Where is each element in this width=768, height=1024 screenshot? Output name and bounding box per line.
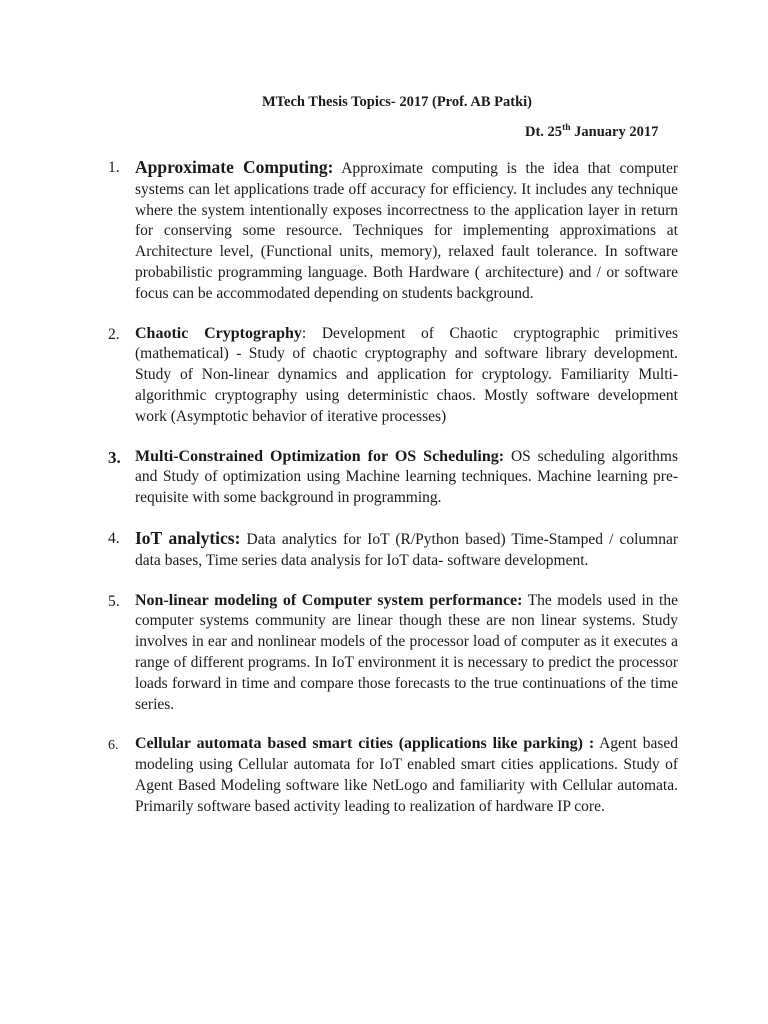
topic-text: The models used in the computer systems community are linear though these are non linear systems. Study involves in ear and nonlinear models of the processor load of computer as it executes a range of different programs. In IoT environment it is necessary to predict the processor loads forward in time and compare those forecasts to the true continuations of the time series.	[135, 591, 678, 713]
topic-body	[135, 447, 678, 509]
topic-heading: Chaotic Cryptography	[135, 324, 302, 342]
topic-item-iot-analytics	[0, 528, 768, 572]
topic-item-cellular-automata	[0, 734, 768, 817]
topic-body	[135, 734, 678, 817]
topic-heading: IoT analytics:	[135, 527, 241, 548]
topic-body	[135, 528, 678, 572]
topic-item-chaotic-cryptography	[0, 324, 768, 428]
topic-number: 6.	[108, 738, 119, 754]
topic-heading: Approximate Computing:	[135, 157, 334, 177]
topic-body	[135, 591, 678, 716]
topic-heading: Non-linear modeling of Computer system performance:	[135, 591, 523, 609]
document-date	[525, 124, 658, 141]
topic-heading: Cellular automata based smart cities (applications like parking) :	[135, 735, 595, 753]
date-superscript: th	[562, 123, 571, 133]
topic-heading: Multi-Constrained Optimization for OS Scheduling:	[135, 447, 505, 465]
topic-body	[135, 324, 678, 428]
topic-text: OS scheduling algorithms and Study of optimization using Machine learning techniques. Machine learning pre-requisite with some background in programming.	[135, 447, 678, 507]
topic-number: 4.	[108, 529, 120, 547]
topic-list	[0, 157, 768, 837]
topic-text: Approximate computing is the idea that computer systems can let applications trade off accuracy for efficiency. It includes any technique where the system intentionally exposes incorrectness to the application layer in return for conserving some resource. Techniques for implementing approximations at Architecture level, (Functional units, memory), relaxed fault tolerance. In software probabilistic programming language. Both Hardware ( architecture) and / or software focus can be accommodated depending on students background.	[135, 160, 678, 302]
topic-number: 2.	[108, 325, 120, 343]
topic-number: 3.	[108, 447, 121, 467]
topic-item-os-scheduling	[0, 447, 768, 509]
date-prefix: Dt. 25	[525, 124, 563, 140]
topic-text: Agent based modeling using Cellular automata for IoT enabled smart cities applications. Study of Agent Based Modeling software like NetLogo and familiarity with Cellular automata. Primarily software based activity leading to realization of hardware IP core.	[135, 735, 678, 815]
topic-number: 1.	[108, 159, 120, 176]
topic-body	[135, 157, 678, 305]
topic-item-nonlinear-modeling	[0, 591, 768, 716]
topic-text: : Development of Chaotic cryptographic primitives (mathematical) - Study of chaotic cryptography and software library development. Study of Non-linear dynamics and application for cryptology. Familiarity Multi-algorithmic cryptography using deterministic chaos. Mostly software development work (Asymptotic behavior of iterative processes)	[135, 324, 678, 425]
topic-text: Data analytics for IoT (R/Python based) Time-Stamped / columnar data bases, Time series data analysis for IoT data- software development.	[135, 530, 678, 569]
document-title: MTech Thesis Topics- 2017 (Prof. AB Patki)	[261, 94, 533, 110]
topic-item-approximate-computing	[0, 157, 768, 305]
date-suffix: January 2017	[570, 124, 659, 140]
topic-number: 5.	[108, 592, 120, 610]
